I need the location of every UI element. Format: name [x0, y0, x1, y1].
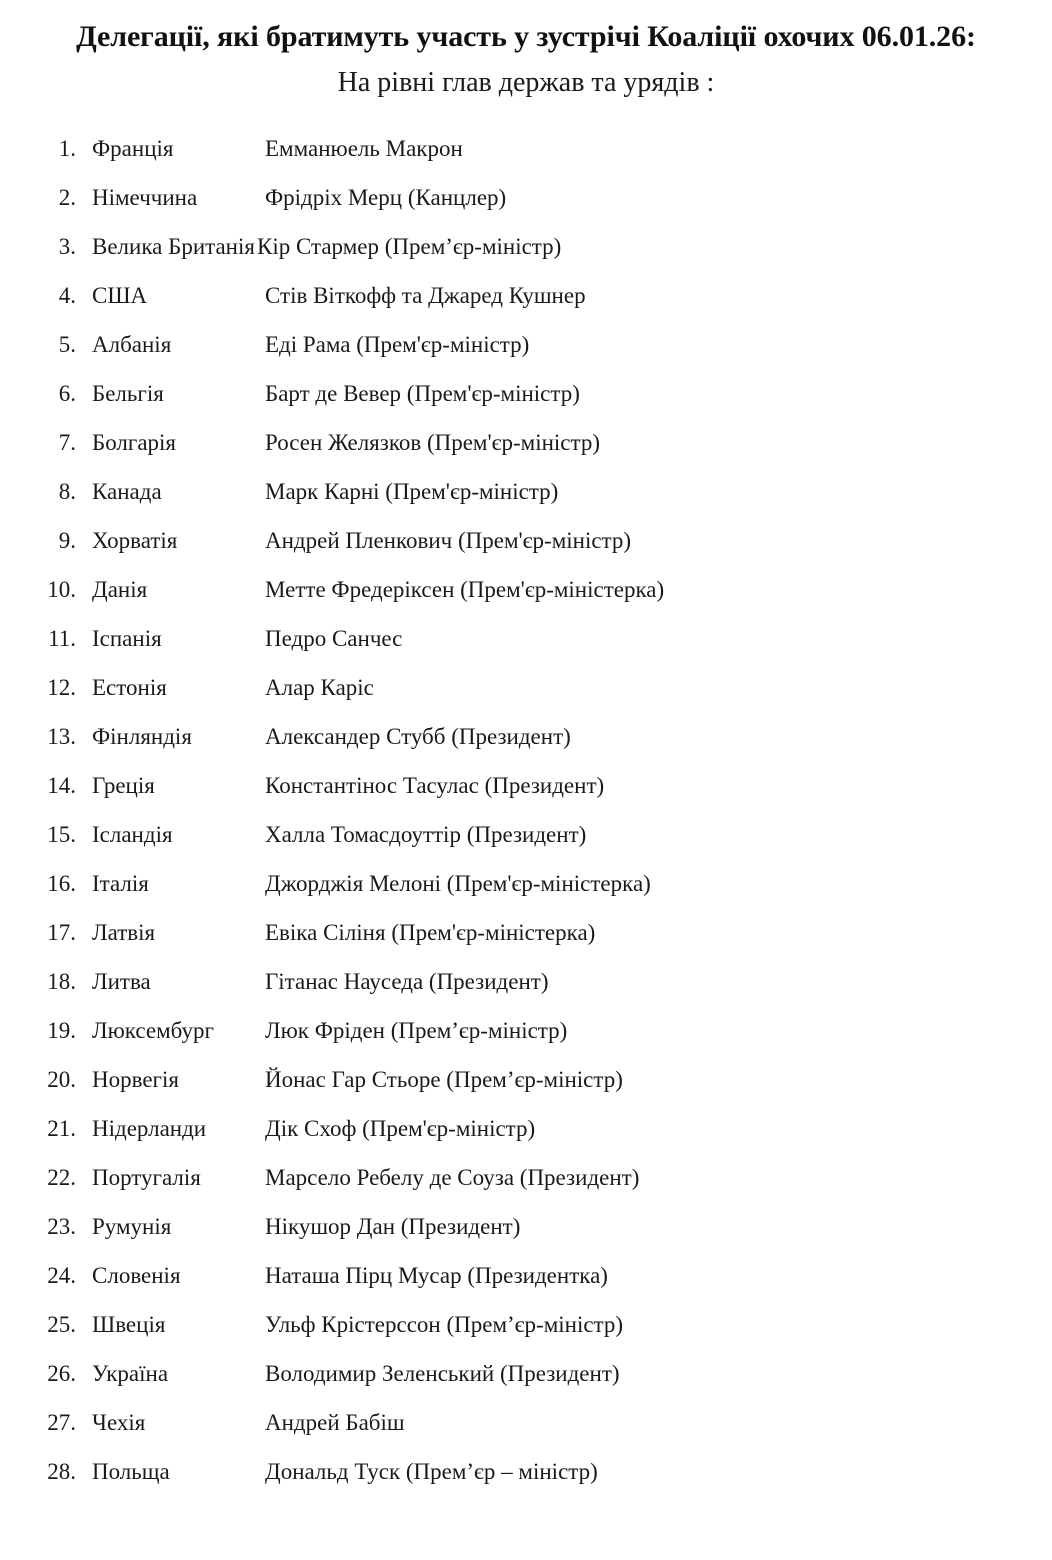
- delegation-country: Україна: [92, 1360, 169, 1386]
- delegation-representative: Андрей Пленкович (Прем'єр-міністр): [265, 527, 632, 553]
- title-block: [0, 0, 1052, 102]
- delegation-number: 2.: [58, 184, 76, 210]
- delegation-country: Німеччина: [92, 184, 198, 210]
- delegation-number: 12.: [47, 674, 76, 700]
- delegation-row: [0, 369, 1052, 418]
- delegation-row: [0, 859, 1052, 908]
- delegation-row: [0, 565, 1052, 614]
- delegation-country: Румунія: [92, 1213, 172, 1239]
- delegation-row: [0, 1006, 1052, 1055]
- delegation-representative: Нікушор Дан (Президент): [265, 1213, 521, 1239]
- delegation-country: Нідерланди: [92, 1115, 207, 1141]
- delegation-row: [0, 1300, 1052, 1349]
- delegation-country: Данія: [92, 576, 148, 602]
- delegation-country: США: [92, 282, 148, 308]
- delegation-representative: Джорджія Мелоні (Прем'єр-міністерка): [265, 870, 651, 896]
- delegation-row: [0, 418, 1052, 467]
- delegation-representative: Барт де Вевер (Прем'єр-міністр): [265, 380, 580, 406]
- delegation-number: 3.: [58, 233, 76, 259]
- delegation-country: Норвегія: [92, 1066, 179, 1092]
- delegation-representative: Ульф Крістерссон (Прем’єр-міністр): [265, 1311, 624, 1337]
- delegation-country: Італія: [92, 870, 149, 896]
- delegation-representative: Люк Фріден (Прем’єр-міністр): [265, 1017, 568, 1043]
- delegation-representative: Метте Фредеріксен (Прем'єр-міністерка): [265, 576, 665, 602]
- delegation-row: [0, 614, 1052, 663]
- delegation-representative: Кір Стармер (Прем’єр-міністр): [257, 233, 562, 259]
- delegation-country: Фінляндія: [92, 723, 192, 749]
- delegation-row: [0, 320, 1052, 369]
- delegation-row: [0, 222, 1052, 271]
- delegation-representative: Росен Желязков (Прем'єр-міністр): [265, 429, 601, 455]
- delegation-representative: Марсело Ребелу де Соуза (Президент): [265, 1164, 640, 1190]
- delegation-row: [0, 1055, 1052, 1104]
- delegation-representative: Йонас Гар Стьоре (Прем’єр-міністр): [265, 1066, 623, 1092]
- delegation-number: 25.: [47, 1311, 76, 1337]
- delegation-row: [0, 1349, 1052, 1398]
- delegation-country: Хорватія: [92, 527, 178, 553]
- delegation-representative: Гітанас Науседа (Президент): [265, 968, 549, 994]
- delegation-number: 10.: [47, 576, 76, 602]
- delegation-row: [0, 908, 1052, 957]
- delegation-row: [0, 1153, 1052, 1202]
- delegation-representative: Константінос Тасулас (Президент): [265, 772, 605, 798]
- delegation-country: Албанія: [92, 331, 172, 357]
- delegation-number: 20.: [47, 1066, 76, 1092]
- delegation-country: Чехія: [92, 1409, 146, 1435]
- delegation-row: [0, 1202, 1052, 1251]
- delegation-country: Ісландія: [92, 821, 173, 847]
- delegation-country: Франція: [92, 135, 174, 161]
- delegation-country: Швеція: [92, 1311, 166, 1337]
- delegation-representative: Халла Томасдоуттір (Президент): [265, 821, 587, 847]
- delegation-number: 1.: [58, 135, 76, 161]
- delegation-number: 11.: [48, 625, 76, 651]
- delegation-representative: Евіка Сіліня (Прем'єр-міністерка): [265, 919, 596, 945]
- delegation-row: [0, 810, 1052, 859]
- delegation-number: 18.: [47, 968, 76, 994]
- delegation-number: 15.: [47, 821, 76, 847]
- delegation-number: 14.: [47, 772, 76, 798]
- delegation-row: [0, 761, 1052, 810]
- delegation-country: Велика Британія: [92, 233, 255, 259]
- delegation-row: [0, 957, 1052, 1006]
- delegation-representative: Стів Віткофф та Джаред Кушнер: [265, 282, 586, 308]
- delegation-representative: Андрей Бабіш: [265, 1409, 405, 1435]
- delegation-number: 22.: [47, 1164, 76, 1190]
- delegation-number: 23.: [47, 1213, 76, 1239]
- delegation-number: 16.: [47, 870, 76, 896]
- delegation-country: Болгарія: [92, 429, 176, 455]
- delegation-representative: Володимир Зеленський (Президент): [265, 1360, 620, 1386]
- delegation-country: Греція: [92, 772, 155, 798]
- delegation-number: 9.: [58, 527, 76, 553]
- delegation-representative: Дік Схоф (Прем'єр-міністр): [265, 1115, 536, 1141]
- delegation-country: Литва: [92, 968, 151, 994]
- delegation-number: 26.: [47, 1360, 76, 1386]
- delegation-country: Португалія: [92, 1164, 201, 1190]
- delegation-representative: Дональд Туск (Прем’єр – міністр): [265, 1458, 598, 1484]
- delegation-number: 4.: [58, 282, 76, 308]
- delegation-row: [0, 1398, 1052, 1447]
- delegation-country: Іспанія: [92, 625, 162, 651]
- page-subtitle: На рівні глав держав та урядів :: [337, 67, 715, 99]
- delegation-row: [0, 467, 1052, 516]
- page-title: Делегації, які братимуть участь у зустрічі Коаліції охочих 06.01.26:: [76, 20, 976, 53]
- delegation-number: 24.: [47, 1262, 76, 1288]
- delegation-representative: Наташа Пірц Мусар (Президентка): [265, 1262, 608, 1288]
- delegation-number: 8.: [58, 478, 76, 504]
- delegation-number: 13.: [47, 723, 76, 749]
- delegation-row: [0, 663, 1052, 712]
- delegation-country: Польща: [92, 1458, 170, 1484]
- delegation-representative: Алар Каріс: [265, 674, 374, 700]
- delegation-row: [0, 516, 1052, 565]
- delegation-row: [0, 1251, 1052, 1300]
- delegation-representative: Марк Карні (Прем'єр-міністр): [265, 478, 559, 504]
- delegation-number: 7.: [58, 429, 76, 455]
- delegation-representative: Еді Рама (Прем'єр-міністр): [265, 331, 530, 357]
- delegation-country: Бельгія: [92, 380, 164, 406]
- delegation-list: [0, 124, 1052, 1496]
- delegation-country: Естонія: [92, 674, 167, 700]
- delegation-row: [0, 712, 1052, 761]
- delegation-row: [0, 124, 1052, 173]
- delegation-number: 21.: [47, 1115, 76, 1141]
- delegation-row: [0, 1447, 1052, 1496]
- delegation-representative: Фрідріх Мерц (Канцлер): [265, 184, 507, 210]
- delegation-representative: Александер Стубб (Президент): [265, 723, 571, 749]
- delegation-number: 19.: [47, 1017, 76, 1043]
- delegation-number: 6.: [58, 380, 76, 406]
- delegation-representative: Педро Санчес: [265, 625, 403, 651]
- delegation-number: 5.: [58, 331, 76, 357]
- delegation-number: 17.: [47, 919, 76, 945]
- delegation-number: 27.: [47, 1409, 76, 1435]
- delegation-country: Словенія: [92, 1262, 181, 1288]
- delegation-row: [0, 271, 1052, 320]
- delegation-row: [0, 173, 1052, 222]
- delegation-number: 28.: [47, 1458, 76, 1484]
- delegation-representative: Емманюель Макрон: [265, 135, 463, 161]
- delegation-country: Люксембург: [92, 1017, 214, 1043]
- delegation-country: Латвія: [92, 919, 156, 945]
- delegation-row: [0, 1104, 1052, 1153]
- delegation-country: Канада: [92, 478, 162, 504]
